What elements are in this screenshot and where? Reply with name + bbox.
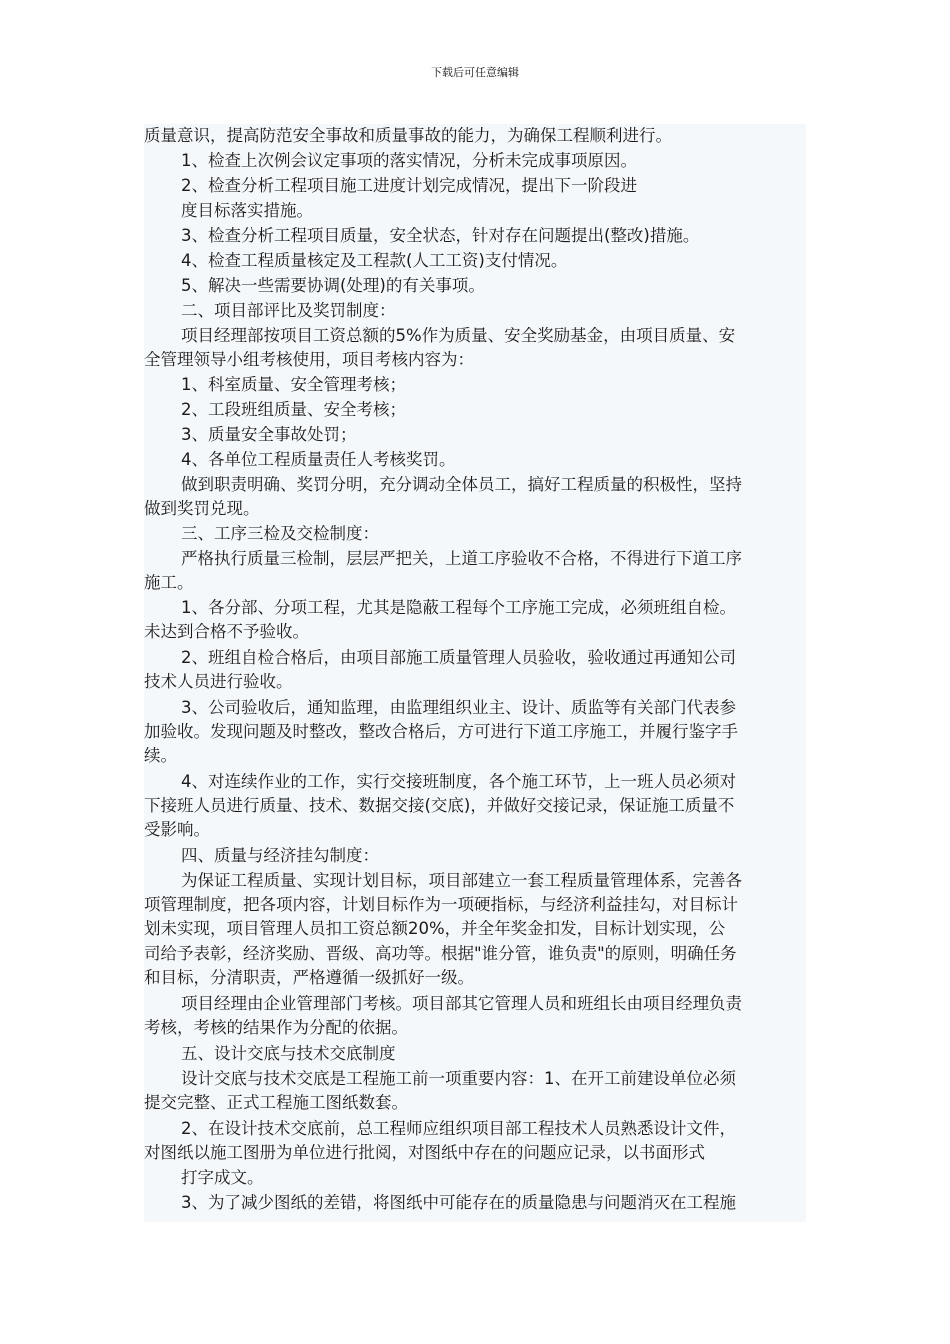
paragraph-line: 4、检查工程质量核定及工程款(人工工资)支付情况。 [181,251,568,270]
paragraph-line: 2、班组自检合格后，由项目部施工质量管理人员验收，验收通过再通知公司 [181,648,736,667]
paragraph-line: 项管理制度，把各项内容，计划目标作为一项硬指标，与经济利益挂勾，对目标计 [144,895,738,914]
page-header: 下载后可任意编辑 [431,66,519,79]
paragraph-line: 技术人员进行验收。 [144,672,293,691]
paragraph-line: 2、在设计技术交底前，总工程师应组织项目部工程技术人员熟悉设计文件， [181,1119,736,1138]
paragraph-line: 5、解决一些需要协调(处理)的有关事项。 [181,276,485,295]
paragraph-line: 司给予表彰，经济奖励、晋级、高功等。根据"谁分管，谁负责"的原则，明确任务 [144,944,737,963]
paragraph-line: 项目经理部按项目工资总额的5%作为质量、安全奖励基金，由项目质量、安 [181,326,736,345]
paragraph-line: 4、对连续作业的工作，实行交接班制度，各个施工环节，上一班人员必须对 [181,772,736,791]
paragraph-line: 下接班人员进行质量、技术、数据交接(交底)，并做好交接记录，保证施工质量不 [144,796,735,815]
paragraph-line: 受影响。 [144,820,210,839]
paragraph-line: 1、科室质量、安全管理考核； [181,375,406,394]
paragraph-line: 做到职责明确、奖罚分明，充分调动全体员工，搞好工程质量的积极性，坚持 [181,475,742,494]
paragraph-line: 3、为了减少图纸的差错，将图纸中可能存在的质量隐患与问题消灭在工程施 [181,1193,736,1212]
paragraph-line: 质量意识，提高防范安全事故和质量事故的能力，为确保工程顺利进行。 [144,126,672,145]
paragraph-line: 1、检查上次例会议定事项的落实情况，分析未完成事项原因。 [181,151,637,170]
paragraph-line: 和目标，分清职责，严格遵循一级抓好一级。 [144,968,474,987]
paragraph-line: 严格执行质量三检制，层层严把关，上道工序验收不合格，不得进行下道工序 [181,549,742,568]
section-heading: 四、质量与经济挂勾制度： [181,846,379,865]
paragraph-line: 1、各分部、分项工程，尤其是隐蔽工程每个工序施工完成，必须班组自检。 [181,598,736,617]
paragraph-line: 续。 [144,746,177,765]
paragraph-line: 全管理领导小组考核使用，项目考核内容为： [144,350,474,369]
paragraph-line: 3、质量安全事故处罚； [181,425,357,444]
paragraph-line: 2、工段班组质量、安全考核； [181,400,406,419]
paragraph-line: 考核，考核的结果作为分配的依据。 [144,1018,408,1037]
paragraph-line: 设计交底与技术交底是工程施工前一项重要内容：1、在开工前建设单位必须 [181,1069,736,1088]
paragraph-line: 3、公司验收后，通知监理，由监理组织业主、设计、质监等有关部门代表参 [181,698,736,717]
paragraph-line: 3、检查分析工程项目质量，安全状态，针对存在问题提出(整改)措施。 [181,226,700,245]
paragraph-line: 对图纸以施工图册为单位进行批阅，对图纸中存在的问题应记录，以书面形式 [144,1143,705,1162]
document-body [144,124,806,1222]
paragraph-line: 施工。 [144,573,194,592]
paragraph-line: 打字成文。 [181,1168,264,1187]
paragraph-line: 划未实现，项目管理人员扣工资总额20%，并全年奖金扣发，目标计划实现，公 [144,919,726,938]
paragraph-line: 做到奖罚兑现。 [144,499,260,518]
paragraph-line: 加验收。发现问题及时整改，整改合格后，方可进行下道工序施工，并履行鉴字手 [144,722,738,741]
paragraph-line: 4、各单位工程质量责任人考核奖罚。 [181,450,456,469]
section-heading: 三、工序三检及交检制度： [181,524,379,543]
paragraph-line: 项目经理由企业管理部门考核。项目部其它管理人员和班组长由项目经理负责 [181,994,742,1013]
paragraph-line: 提交完整、正式工程施工图纸数套。 [144,1093,408,1112]
section-heading: 五、设计交底与技术交底制度 [181,1044,396,1063]
paragraph-line: 未达到合格不予验收。 [144,622,309,641]
paragraph-line: 2、检查分析工程项目施工进度计划完成情况，提出下一阶段进 [181,176,637,195]
paragraph-line: 为保证工程质量、实现计划目标，项目部建立一套工程质量管理体系，完善各 [181,871,742,890]
paragraph-line: 度目标落实措施。 [181,201,313,220]
section-heading: 二、项目部评比及奖罚制度： [181,301,396,320]
